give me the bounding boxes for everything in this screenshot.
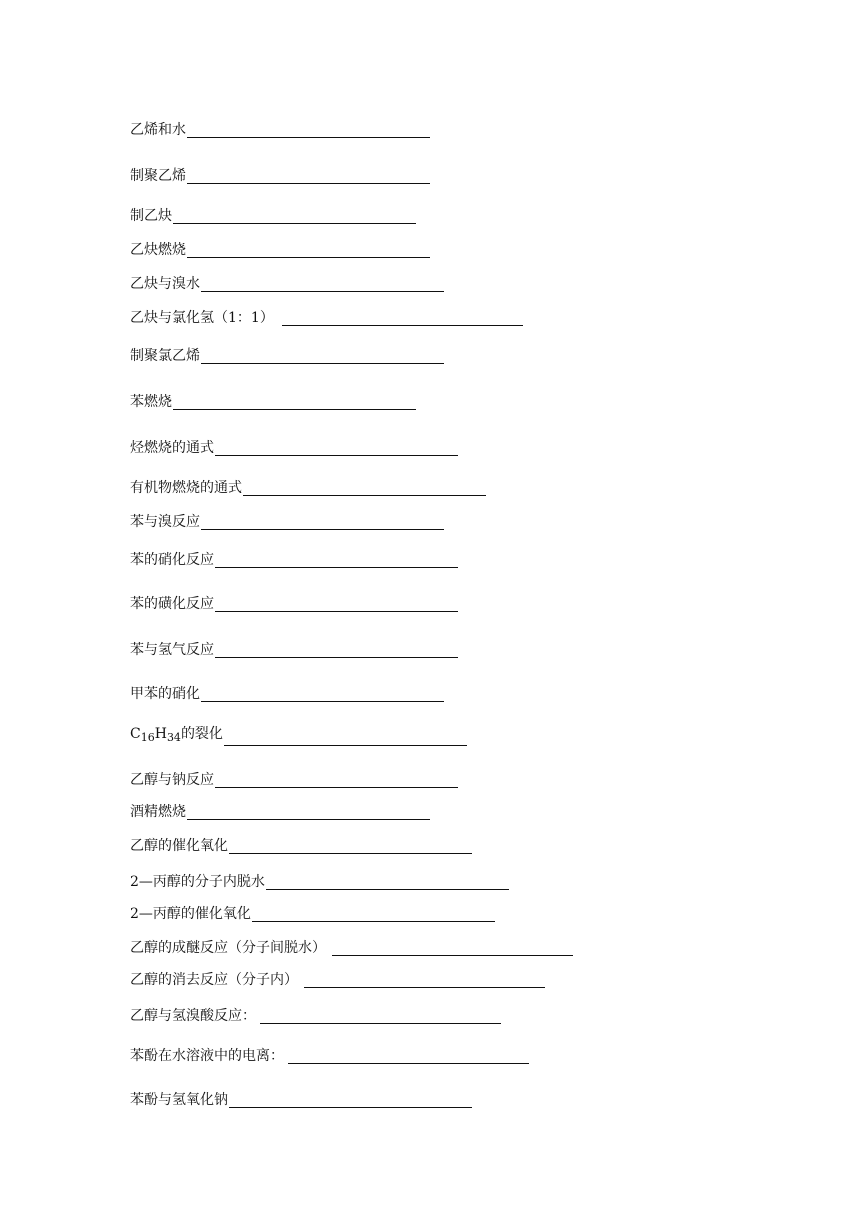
list-item bbox=[130, 798, 430, 820]
item-label: 酒精燃烧 bbox=[130, 804, 186, 820]
item-label: 乙炔与氯化氢（1：1） bbox=[130, 310, 274, 326]
item-label: 苯的硝化反应 bbox=[130, 552, 214, 568]
answer-blank[interactable] bbox=[332, 941, 573, 956]
answer-blank[interactable] bbox=[229, 1093, 472, 1108]
formula-suffix: 的裂化 bbox=[180, 726, 223, 742]
answer-blank[interactable] bbox=[215, 597, 458, 612]
list-item bbox=[130, 474, 486, 496]
answer-blank[interactable] bbox=[215, 553, 458, 568]
answer-blank[interactable] bbox=[282, 311, 523, 326]
answer-blank[interactable] bbox=[224, 731, 467, 746]
answer-blank[interactable] bbox=[252, 907, 495, 922]
item-label: 苯的磺化反应 bbox=[130, 596, 214, 612]
list-item bbox=[130, 1042, 529, 1064]
list-item bbox=[130, 270, 444, 292]
answer-blank[interactable] bbox=[260, 1009, 501, 1024]
answer-blank[interactable] bbox=[201, 687, 444, 702]
answer-blank[interactable] bbox=[215, 773, 458, 788]
item-label: 制聚乙烯 bbox=[130, 168, 186, 184]
formula-element-c: C bbox=[130, 726, 141, 742]
item-label: 乙醇与氢溴酸反应： bbox=[130, 1008, 256, 1024]
item-label: 乙醇的催化氧化 bbox=[130, 838, 228, 854]
answer-blank[interactable] bbox=[304, 973, 545, 988]
item-label: 苯酚与氢氧化钠 bbox=[130, 1092, 228, 1108]
answer-blank[interactable] bbox=[229, 839, 472, 854]
item-label: 乙醇的成醚反应（分子间脱水） bbox=[130, 940, 326, 956]
list-item bbox=[130, 546, 458, 568]
list-item bbox=[130, 434, 458, 456]
list-item bbox=[130, 832, 472, 854]
list-item bbox=[130, 680, 444, 702]
answer-blank[interactable] bbox=[187, 805, 430, 820]
list-item bbox=[130, 202, 416, 224]
item-label: 苯酚在水溶液中的电离： bbox=[130, 1048, 284, 1064]
list-item bbox=[130, 966, 545, 988]
item-label: 苯与氢气反应 bbox=[130, 642, 214, 658]
formula-subscript: 34 bbox=[166, 731, 181, 744]
list-item bbox=[130, 304, 523, 326]
item-label: 苯与溴反应 bbox=[130, 514, 200, 530]
list-item bbox=[130, 116, 430, 138]
item-label: 制聚氯乙烯 bbox=[130, 348, 200, 364]
answer-blank[interactable] bbox=[243, 481, 486, 496]
list-item bbox=[130, 766, 458, 788]
item-label: 乙醇与钠反应 bbox=[130, 772, 214, 788]
item-label: 乙炔燃烧 bbox=[130, 242, 186, 258]
item-label: 乙醇的消去反应（分子内） bbox=[130, 972, 298, 988]
answer-blank[interactable] bbox=[173, 209, 416, 224]
list-item bbox=[130, 900, 495, 922]
answer-blank[interactable] bbox=[187, 169, 430, 184]
list-item bbox=[130, 388, 416, 410]
list-item bbox=[130, 342, 444, 364]
list-item bbox=[130, 1086, 472, 1108]
formula-element-h: H bbox=[154, 726, 167, 742]
answer-blank[interactable] bbox=[201, 349, 444, 364]
answer-blank[interactable] bbox=[215, 643, 458, 658]
answer-blank[interactable] bbox=[266, 875, 509, 890]
item-label: 乙炔与溴水 bbox=[130, 276, 200, 292]
item-label: 苯燃烧 bbox=[130, 394, 172, 410]
answer-blank[interactable] bbox=[201, 277, 444, 292]
answer-blank[interactable] bbox=[201, 515, 444, 530]
list-item bbox=[130, 508, 444, 530]
answer-blank[interactable] bbox=[173, 395, 416, 410]
list-item bbox=[130, 636, 458, 658]
formula-subscript: 16 bbox=[140, 731, 155, 744]
list-item bbox=[130, 590, 458, 612]
answer-blank[interactable] bbox=[187, 243, 430, 258]
list-item bbox=[130, 724, 467, 746]
answer-blank[interactable] bbox=[187, 123, 430, 138]
item-label: 甲苯的硝化 bbox=[130, 686, 200, 702]
list-item bbox=[130, 1002, 501, 1024]
list-item bbox=[130, 868, 509, 890]
item-label: 有机物燃烧的通式 bbox=[130, 480, 242, 496]
item-label: 2—丙醇的分子内脱水 bbox=[130, 874, 265, 890]
list-item bbox=[130, 162, 430, 184]
item-label: 乙烯和水 bbox=[130, 122, 186, 138]
item-label: 烃燃烧的通式 bbox=[130, 440, 214, 456]
list-item bbox=[130, 934, 573, 956]
formula-label bbox=[130, 726, 223, 746]
answer-blank[interactable] bbox=[215, 441, 458, 456]
answer-blank[interactable] bbox=[288, 1049, 529, 1064]
item-label: 制乙炔 bbox=[130, 208, 172, 224]
item-label: 2—丙醇的催化氧化 bbox=[130, 906, 251, 922]
list-item bbox=[130, 236, 430, 258]
